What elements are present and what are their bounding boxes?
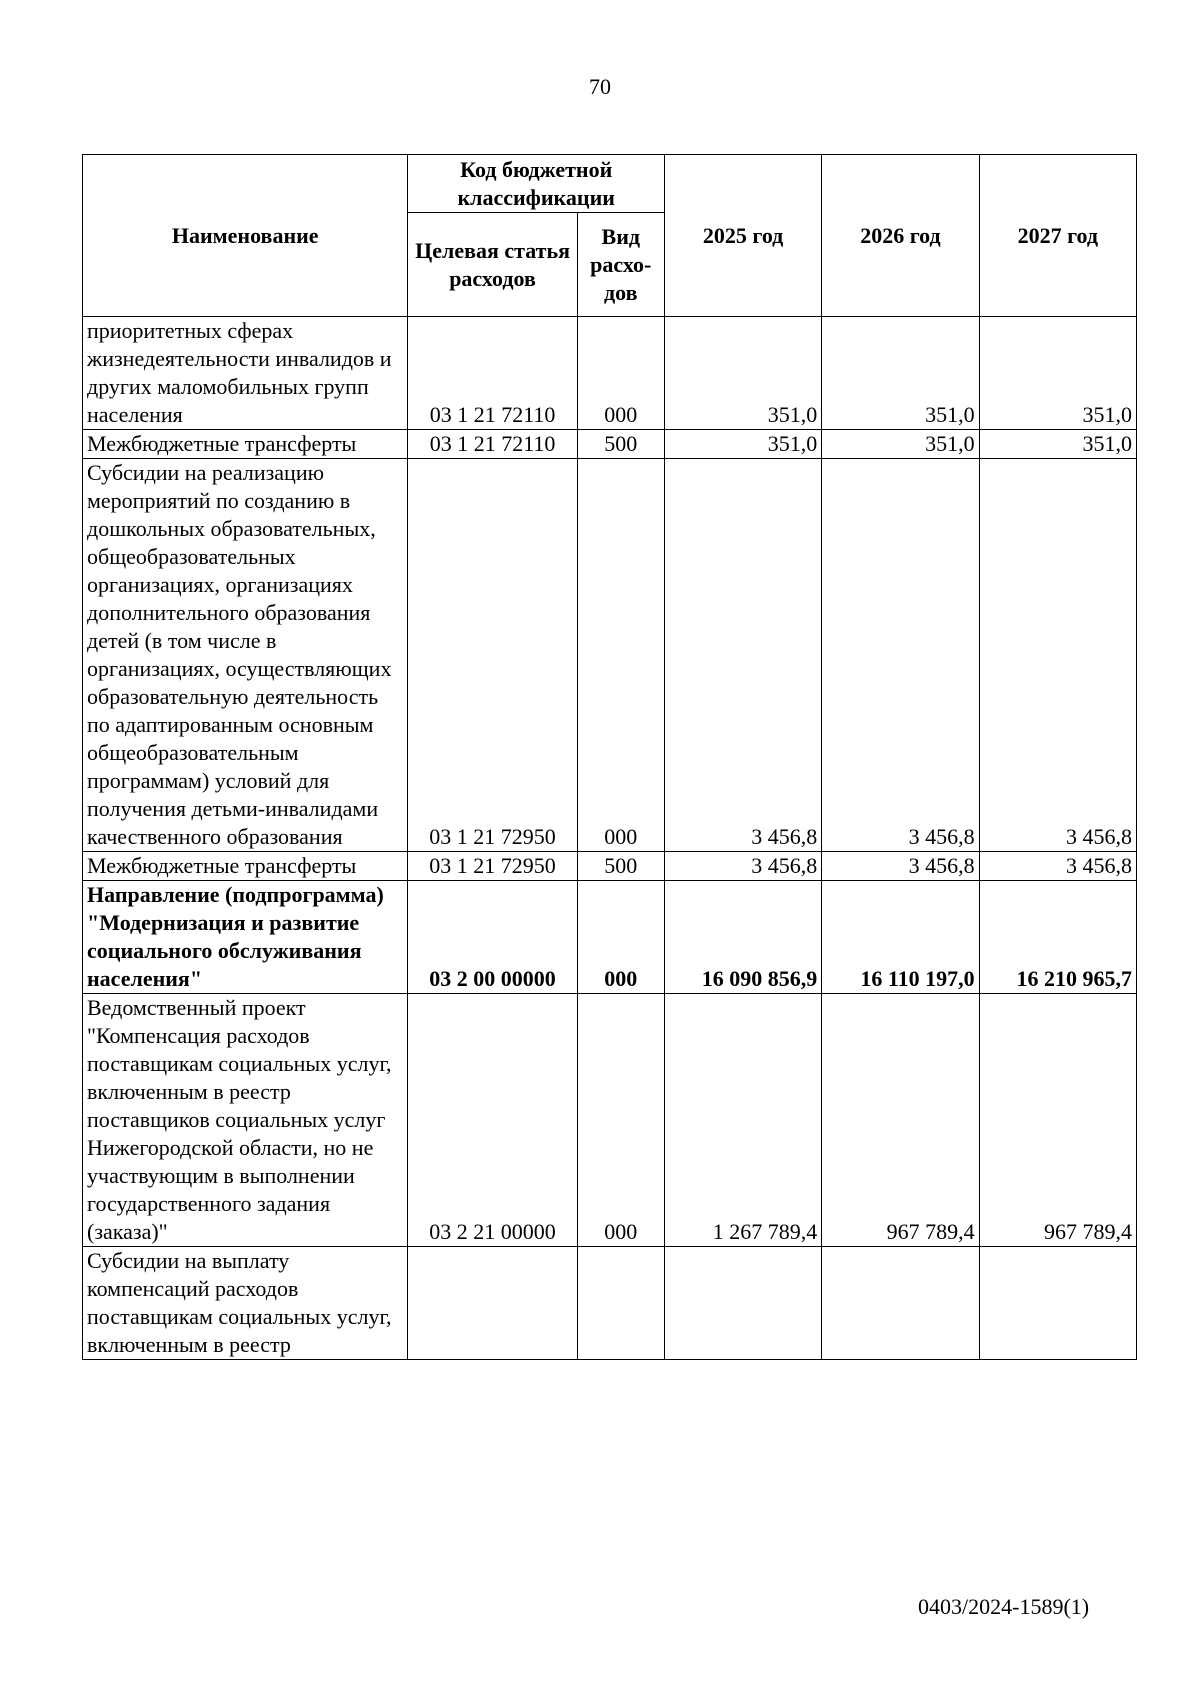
row-expense-type: 500: [577, 430, 664, 459]
row-value-2025: 3 456,8: [664, 852, 821, 881]
row-value-2026: 967 789,4: [822, 994, 979, 1247]
budget-table: [82, 154, 1137, 1360]
row-value-2027: 351,0: [979, 317, 1136, 430]
header-target-article: Целевая статья расходов: [408, 213, 577, 317]
row-target-article: 03 1 21 72110: [408, 430, 577, 459]
row-value-2025: 3 456,8: [664, 459, 821, 852]
row-expense-type: 000: [577, 881, 664, 994]
table-body: [83, 317, 1137, 1360]
header-expense-type: Вид расхо-дов: [577, 213, 664, 317]
row-target-article: 03 1 21 72110: [408, 317, 577, 430]
table-row: [83, 994, 1137, 1247]
table-row: [83, 317, 1137, 430]
row-value-2026: 16 110 197,0: [822, 881, 979, 994]
row-value-2025: [664, 1247, 821, 1360]
row-expense-type: 500: [577, 852, 664, 881]
row-expense-type: 000: [577, 317, 664, 430]
row-value-2026: [822, 1247, 979, 1360]
row-name: приоритетных сферах жизнедеятельности инвалидов и других маломобильных групп населения: [83, 317, 408, 430]
row-target-article: [408, 1247, 577, 1360]
row-value-2027: 967 789,4: [979, 994, 1136, 1247]
row-expense-type: 000: [577, 994, 664, 1247]
document-code: 0403/2024-1589(1): [918, 1594, 1090, 1619]
row-value-2025: 16 090 856,9: [664, 881, 821, 994]
row-target-article: 03 1 21 72950: [408, 459, 577, 852]
row-name: Межбюджетные трансферты: [83, 852, 408, 881]
table-row: [83, 1247, 1137, 1360]
row-value-2026: 3 456,8: [822, 852, 979, 881]
row-value-2027: 3 456,8: [979, 852, 1136, 881]
header-name: Наименование: [83, 155, 408, 317]
header-budget-code-group: Код бюджетной классификации: [408, 155, 664, 213]
page-number: 70: [589, 74, 611, 99]
header-2025: 2025 год: [664, 155, 821, 317]
row-value-2025: 1 267 789,4: [664, 994, 821, 1247]
row-expense-type: 000: [577, 459, 664, 852]
row-name: Направление (подпрограмма) "Модернизация и развитие социального обслуживания населения": [83, 881, 408, 994]
row-expense-type: [577, 1247, 664, 1360]
row-name: Субсидии на реализацию мероприятий по созданию в дошкольных образовательных, общеобразовательных организациях, организациях дополнительного образования детей (в том числе в организациях, осуществляющих образовательную деятельность по адаптированным основным общеобразовательным программам) условий для получения детьми-инвалидами качественного образования: [83, 459, 408, 852]
header-2026: 2026 год: [822, 155, 979, 317]
table-row: [83, 881, 1137, 994]
row-target-article: 03 2 00 00000: [408, 881, 577, 994]
row-value-2027: 351,0: [979, 430, 1136, 459]
row-value-2025: 351,0: [664, 317, 821, 430]
table-row: [83, 430, 1137, 459]
row-target-article: 03 1 21 72950: [408, 852, 577, 881]
table-row: [83, 852, 1137, 881]
row-name: Межбюджетные трансферты: [83, 430, 408, 459]
row-value-2027: 16 210 965,7: [979, 881, 1136, 994]
header-2027: 2027 год: [979, 155, 1136, 317]
row-target-article: 03 2 21 00000: [408, 994, 577, 1247]
row-value-2027: [979, 1247, 1136, 1360]
row-value-2025: 351,0: [664, 430, 821, 459]
row-name: Субсидии на выплату компенсаций расходов поставщикам социальных услуг, включенным в реестр: [83, 1247, 408, 1360]
row-value-2026: 3 456,8: [822, 459, 979, 852]
row-value-2026: 351,0: [822, 317, 979, 430]
row-value-2027: 3 456,8: [979, 459, 1136, 852]
row-name: Ведомственный проект "Компенсация расходов поставщикам социальных услуг, включенным в реестр поставщиков социальных услуг Нижегородской области, но не участвующим в выполнении государственного задания (заказа)": [83, 994, 408, 1247]
table-row: [83, 459, 1137, 852]
row-value-2026: 351,0: [822, 430, 979, 459]
